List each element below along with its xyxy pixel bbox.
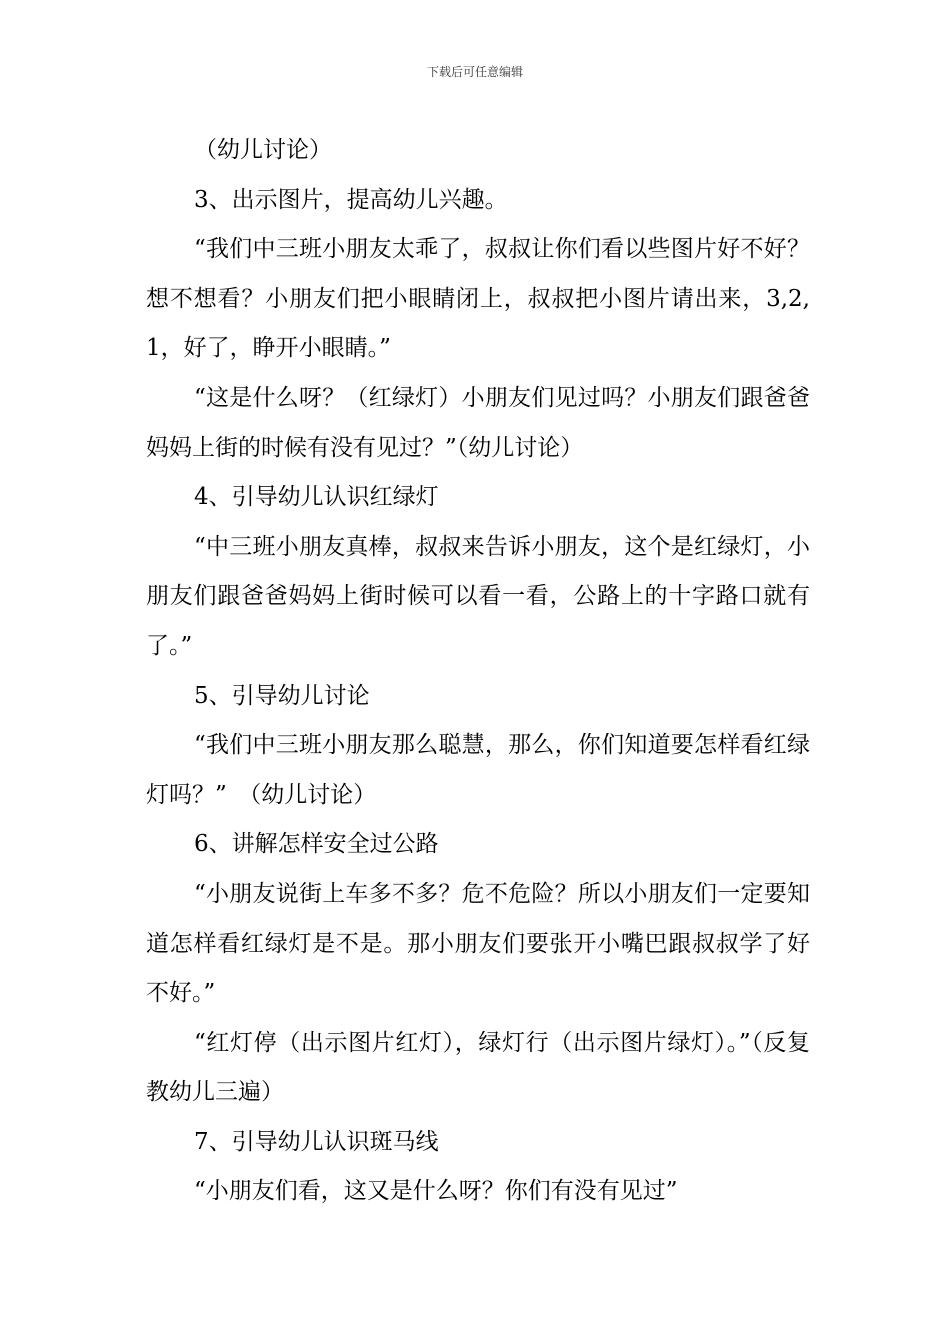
- paragraph-discussion-1: （幼儿讨论）: [194, 137, 332, 163]
- paragraph-step-7: 7、引导幼儿认识斑马线: [194, 1128, 439, 1155]
- paragraph-step-5: 5、引导幼儿讨论: [194, 682, 370, 709]
- paragraph-quote-traffic-light: “中三班小朋友真棒，叔叔来告诉小朋友，这个是红绿灯，小朋友们跟爸爸妈妈上街时候可以看一看，公路上的十字路口就有了。”: [146, 533, 810, 659]
- paragraph-quote-street-danger: “小朋友说街上车多不多？危不危险？所以小朋友们一定要知道怎样看红绿灯是不是。那小朋友们要张开小嘴巴跟叔叔学了好不好。”: [146, 880, 810, 1007]
- paragraph-quote-zebra-crossing: “小朋友们看，这又是什么呀？你们有没有见过”: [194, 1178, 678, 1205]
- paragraph-quote-look-pictures: “我们中三班小朋友太乖了，叔叔让你们看以些图片好不好？想不想看？小朋友们把小眼睛闭上，叔叔把小图片请出来，3,2,1，好了，睁开小眼睛。”: [146, 236, 810, 362]
- paragraph-step-6: 6、讲解怎样安全过公路: [194, 831, 439, 858]
- paragraph-quote-red-green: “红灯停（出示图片红灯），绿灯行（出示图片绿灯）。”（反复教幼儿三遍）: [146, 1029, 810, 1106]
- paragraph-quote-what-is-this: “这是什么呀？（红绿灯）小朋友们见过吗？小朋友们跟爸爸妈妈上街的时候有没有见过？”（幼儿讨论）: [146, 384, 810, 461]
- paragraph-step-3: 3、出示图片，提高幼儿兴趣。: [194, 186, 508, 213]
- page-header: 下载后可任意编辑: [426, 65, 523, 79]
- paragraph-quote-how-to-look: “我们中三班小朋友那么聪慧，那么，你们知道要怎样看红绿灯吗？” （幼儿讨论）: [146, 732, 810, 808]
- paragraph-step-4: 4、引导幼儿认识红绿灯: [194, 484, 439, 511]
- document-body: [146, 126, 810, 1217]
